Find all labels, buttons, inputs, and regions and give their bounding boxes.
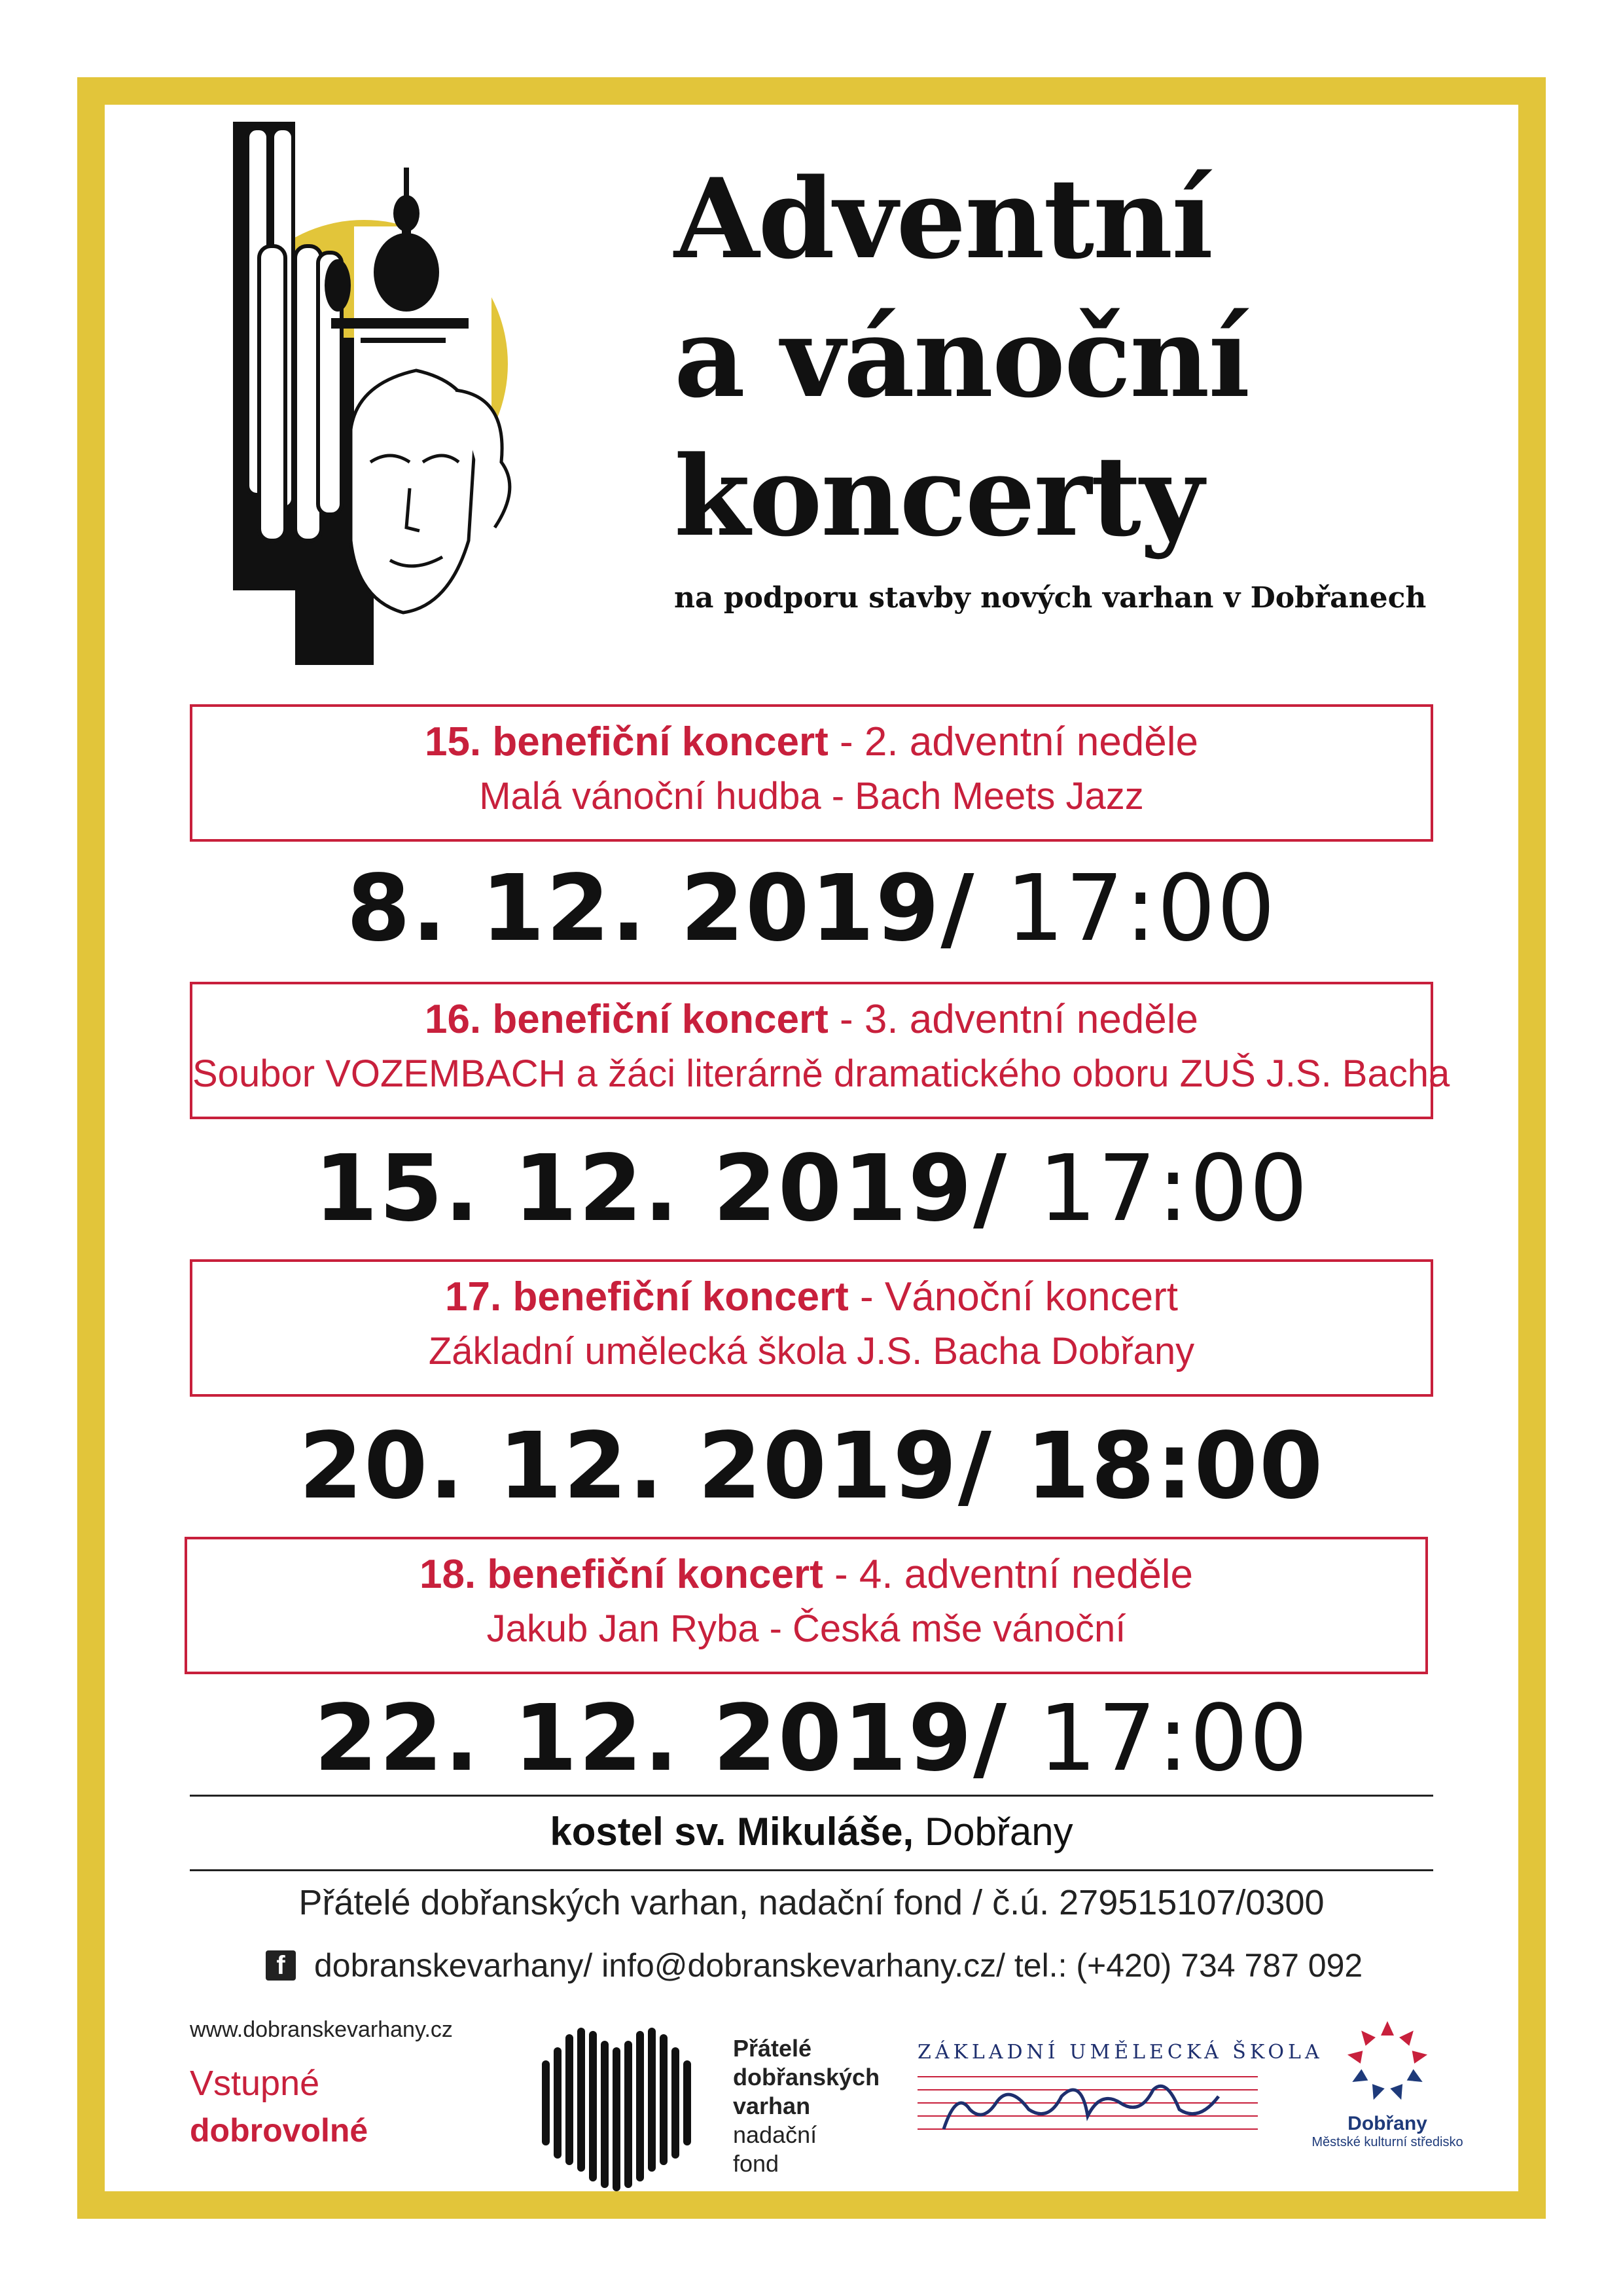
title-line-1: Adventní — [674, 154, 1213, 283]
concert-name: 15. benefiční koncert — [424, 719, 829, 764]
concert-occasion: - 4. adventní neděle — [823, 1552, 1194, 1597]
concert-date-3 — [190, 1413, 1433, 1520]
zus-logo — [918, 2041, 1323, 2145]
organ-church-bach-illustration — [233, 122, 547, 665]
time-text: 17:00 — [1008, 1685, 1310, 1792]
dobrany-logo-tagline: Městské kulturní středisko — [1311, 2135, 1463, 2149]
concert-program: Základní umělecká škola J.S. Bacha Dobřany — [428, 1330, 1195, 1372]
time-text: 17:00 — [1008, 1136, 1310, 1242]
website-link[interactable]: www.dobranskevarhany.cz — [190, 2017, 453, 2042]
date-text: 8. 12. 2019/ — [346, 855, 976, 962]
dobrany-star-icon — [1342, 2016, 1433, 2108]
concert-program: Soubor VOZEMBACH a žáci literárně dramatického oboru ZUŠ J.S. Bacha — [192, 1052, 1450, 1095]
fund-logo-text — [733, 2034, 880, 2178]
dobrany-logo — [1309, 2016, 1466, 2150]
date-text: 22. 12. 2019/ — [313, 1685, 1008, 1792]
time-text: 17:00 — [975, 855, 1277, 962]
title-line-3: koncerty — [674, 431, 1203, 561]
concert-date-1 — [190, 855, 1433, 962]
concert-program: Malá vánoční hudba - Bach Meets Jazz — [479, 775, 1144, 817]
fund-logo-line: fond — [733, 2150, 779, 2177]
date-text: 20. 12. 2019/ — [298, 1413, 993, 1520]
bach-signature-staff — [918, 2064, 1258, 2142]
poster-title — [674, 149, 1249, 565]
concert-name: 18. benefiční koncert — [419, 1552, 823, 1597]
concert-name: 17. benefiční koncert — [445, 1274, 849, 1319]
concert-name: 16. benefiční koncert — [424, 997, 829, 1042]
entry-value: dobrovolné — [190, 2112, 368, 2149]
time-text: 18:00 — [992, 1413, 1325, 1520]
contact-text: dobranskevarhany/ info@dobranskevarhany.cz/ tel.: (+420) 734 787 092 — [314, 1947, 1363, 1984]
divider-bottom — [190, 1869, 1433, 1871]
concert-occasion: - Vánoční koncert — [848, 1274, 1178, 1319]
entry-label: Vstupné — [190, 2064, 320, 2103]
concert-date-2 — [190, 1136, 1433, 1242]
contact-line — [266, 1946, 1363, 1984]
zus-logo-heading: ZÁKLADNÍ UMĚLECKÁ ŠKOLA — [918, 2041, 1323, 2064]
divider-top — [190, 1795, 1433, 1797]
concert-program: Jakub Jan Ryba - Česká mše vánoční — [486, 1607, 1126, 1650]
concert-occasion: - 3. adventní neděle — [828, 997, 1199, 1042]
venue — [190, 1809, 1433, 1854]
title-line-2: a vánoční — [674, 293, 1249, 422]
venue-town: Dobřany — [914, 1810, 1073, 1854]
date-text: 15. 12. 2019/ — [313, 1136, 1008, 1242]
dobrany-logo-name: Dobřany — [1347, 2113, 1427, 2134]
concert-occasion: - 2. adventní neděle — [828, 719, 1199, 764]
poster-subtitle: na podporu stavby nových varhan v Dobřanech — [674, 581, 1427, 615]
venue-place: kostel sv. Mikuláše, — [550, 1810, 914, 1854]
fund-account-line: Přátelé dobřanských varhan, nadační fond / č.ú. 279515107/0300 — [298, 1883, 1325, 1922]
fund-logo-line: dobřanských — [733, 2064, 880, 2090]
concert-box-4 — [185, 1537, 1428, 1674]
facebook-icon: f — [266, 1950, 296, 1981]
organ-pipes-logo — [541, 2021, 704, 2191]
concert-box-2 — [190, 982, 1450, 1119]
concert-box-1 — [190, 704, 1433, 842]
fund-logo-line: nadační — [733, 2121, 817, 2148]
fund-logo-line: varhan — [733, 2092, 811, 2119]
fund-logo-line: Přátelé — [733, 2035, 812, 2062]
concert-date-4 — [190, 1685, 1433, 1792]
concert-box-3 — [190, 1259, 1433, 1397]
